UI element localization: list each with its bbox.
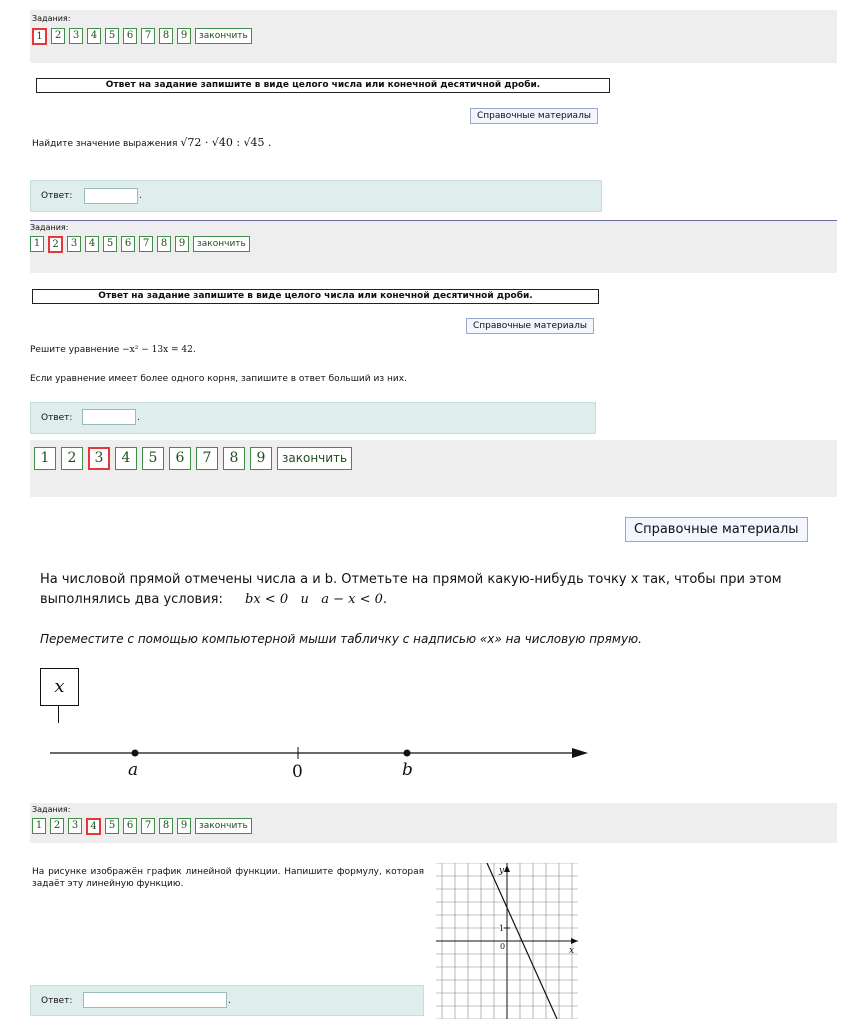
- nav-task-1[interactable]: 1: [30, 236, 44, 252]
- point-a: [132, 750, 139, 757]
- task3-instruction: Переместите с помощью компьютерной мыши табличку с надписью «x» на числовую прямую.: [40, 632, 642, 646]
- task2-equation: −x² − 13x = 42.: [122, 345, 196, 355]
- task2-question: [30, 345, 196, 355]
- task2-answer-format-banner: Ответ на задание запишите в виде целого числа или конечной десятичной дроби.: [32, 289, 599, 304]
- nav-task-2[interactable]: 2: [50, 818, 64, 834]
- task3-conditions: bx < 0 и a − x < 0.: [245, 592, 388, 607]
- nav-task-4[interactable]: 4: [115, 447, 137, 470]
- task1-answer-input[interactable]: [84, 188, 138, 204]
- label-b: b: [402, 760, 413, 780]
- task2-answer-period: .: [137, 413, 140, 423]
- draggable-x-tag[interactable]: [40, 668, 79, 706]
- nav-task-2[interactable]: 2: [48, 236, 63, 253]
- task2-nav-row: [30, 236, 250, 253]
- task3-question-line1: На числовой прямой отмечены числа a и b. Отметьте на прямой какую-нибудь точку x так, чтобы при этом: [40, 572, 782, 587]
- task1-nav-row: [32, 28, 252, 45]
- finish-button[interactable]: закончить: [277, 447, 352, 470]
- graph-zero-label: 0: [500, 942, 506, 951]
- nav-task-5[interactable]: 5: [103, 236, 117, 252]
- nav-task-1[interactable]: 1: [32, 818, 46, 834]
- task4-answer-period: .: [228, 996, 231, 1006]
- graph-x-arrow: [571, 938, 578, 944]
- nav-task-7[interactable]: 7: [139, 236, 153, 252]
- task4-answer-input[interactable]: [83, 992, 227, 1008]
- linear-function-graph: [436, 863, 578, 1019]
- task2-question-prefix: Решите уравнение: [30, 345, 120, 355]
- point-b: [404, 750, 411, 757]
- graph-one-label: 1: [499, 924, 505, 933]
- nav-task-3[interactable]: 3: [88, 447, 110, 470]
- task4-answer-label: Ответ:: [41, 996, 73, 1006]
- finish-button[interactable]: закончить: [195, 28, 252, 44]
- nav-task-7[interactable]: 7: [141, 28, 155, 44]
- task4-question: На рисунке изображён график линейной функции. Напишите формулу, которая задаёт эту линейную функцию.: [32, 867, 424, 889]
- nav-task-6[interactable]: 6: [121, 236, 135, 252]
- task1-question: [32, 136, 272, 149]
- nav-task-7[interactable]: 7: [141, 818, 155, 834]
- finish-button[interactable]: закончить: [193, 236, 250, 252]
- task1-reference-button[interactable]: Справочные материалы: [470, 108, 598, 124]
- nav-task-8[interactable]: 8: [223, 447, 245, 470]
- nav-task-9[interactable]: 9: [177, 818, 191, 834]
- nav-task-8[interactable]: 8: [159, 818, 173, 834]
- task1-answer-format-banner: Ответ на задание запишите в виде целого числа или конечной десятичной дроби.: [36, 78, 610, 93]
- graph-x-label: x: [569, 946, 575, 956]
- nav-task-9[interactable]: 9: [175, 236, 189, 252]
- task4-answer-panel: [30, 985, 424, 1016]
- task1-expression: √72 · √40 : √45 .: [180, 136, 272, 149]
- nav-task-5[interactable]: 5: [105, 818, 119, 834]
- task3-question-line2-prefix: выполнялись два условия:: [40, 592, 223, 607]
- task2-answer-label: Ответ:: [41, 413, 73, 423]
- task1-question-prefix: Найдите значение выражения: [32, 139, 178, 149]
- nav-task-1[interactable]: 1: [34, 447, 56, 470]
- task2-reference-button[interactable]: Справочные материалы: [466, 318, 594, 334]
- nav-task-8[interactable]: 8: [157, 236, 171, 252]
- nav-task-9[interactable]: 9: [177, 28, 191, 44]
- number-line[interactable]: [40, 738, 600, 788]
- task1-answer-panel: [30, 180, 602, 212]
- label-zero: 0: [292, 762, 303, 782]
- nav-task-2[interactable]: 2: [61, 447, 83, 470]
- task1-nav-label: Задания:: [32, 14, 71, 23]
- nav-task-3[interactable]: 3: [69, 28, 83, 44]
- task2-nav-label: Задания:: [30, 223, 69, 232]
- task2-note: Если уравнение имеет более одного корня, запишите в ответ больший из них.: [30, 374, 407, 384]
- task3-reference-button[interactable]: Справочные материалы: [625, 517, 808, 542]
- draggable-x-label: x: [54, 676, 65, 697]
- finish-button[interactable]: закончить: [195, 818, 252, 834]
- nav-task-5[interactable]: 5: [105, 28, 119, 44]
- nav-task-4[interactable]: 4: [86, 818, 101, 835]
- graph-y-arrow: [504, 865, 510, 872]
- nav-task-6[interactable]: 6: [169, 447, 191, 470]
- nav-task-9[interactable]: 9: [250, 447, 272, 470]
- nav-task-2[interactable]: 2: [51, 28, 65, 44]
- task1-answer-label: Ответ:: [41, 191, 73, 201]
- draggable-x-stem: [58, 705, 59, 723]
- nav-task-6[interactable]: 6: [123, 28, 137, 44]
- task1-answer-period: .: [139, 191, 142, 201]
- nav-task-3[interactable]: 3: [68, 818, 82, 834]
- nav-task-5[interactable]: 5: [142, 447, 164, 470]
- number-line-arrow: [572, 748, 588, 758]
- nav-task-6[interactable]: 6: [123, 818, 137, 834]
- nav-task-4[interactable]: 4: [87, 28, 101, 44]
- task2-answer-input[interactable]: [82, 409, 136, 425]
- nav-task-3[interactable]: 3: [67, 236, 81, 252]
- nav-task-8[interactable]: 8: [159, 28, 173, 44]
- nav-task-4[interactable]: 4: [85, 236, 99, 252]
- task3-question-line2: [40, 592, 387, 607]
- nav-task-1[interactable]: 1: [32, 28, 47, 45]
- task2-answer-panel: [30, 402, 596, 434]
- task4-nav-label: Задания:: [32, 805, 71, 814]
- graph-y-label: y: [499, 866, 505, 876]
- nav-task-7[interactable]: 7: [196, 447, 218, 470]
- task4-nav-row: [32, 818, 252, 835]
- label-a: a: [128, 760, 139, 780]
- task3-nav-row: [34, 447, 352, 470]
